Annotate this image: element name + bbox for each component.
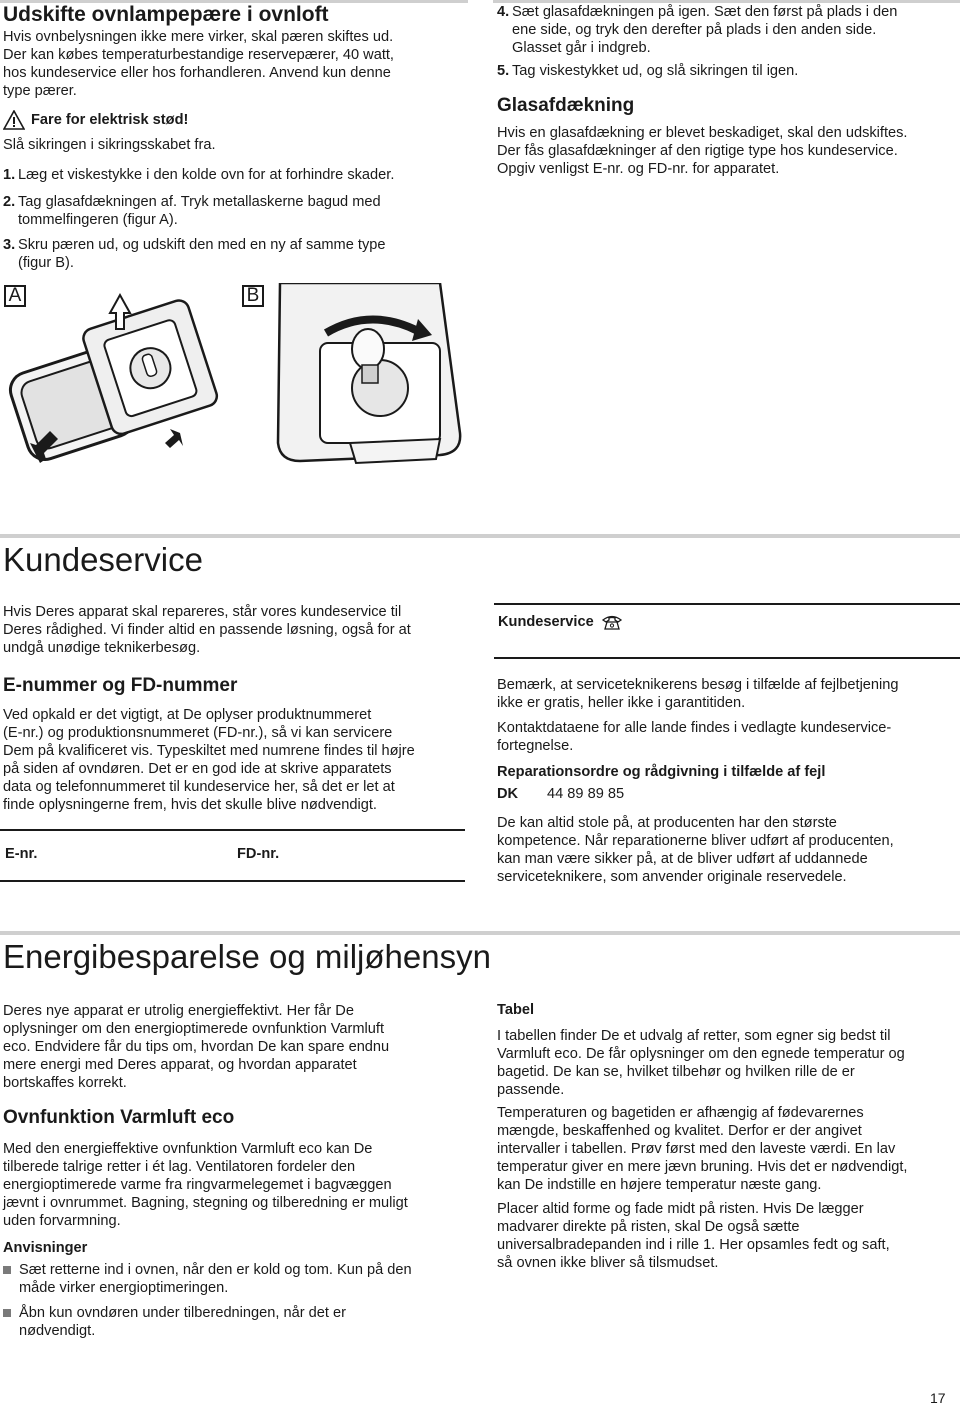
service-note: Bemærk, at serviceteknikerens besøg i tilfælde af fejlbetjening ikke er gratis, heller ikke i garantitiden.	[497, 677, 899, 711]
service-section-title: Kundeservice	[3, 541, 203, 578]
lamp-intro: Hvis ovnbelysningen ikke mere virker, skal pæren skiftes ud. Der kan købes temperaturbestandige reservepærer, 40 watt, hos kundeservice eller hos forhandleren. Anvend kun denne type pærer.	[3, 29, 394, 99]
phone-number: 44 89 89 85	[547, 786, 625, 802]
enr-table-top-rule	[0, 829, 465, 831]
eco-section-title: Ovnfunktion Varmluft eco	[3, 1107, 235, 1128]
lamp-section-title: Udskifte ovnlampepære i ovnloft	[3, 3, 329, 26]
warning-line	[3, 110, 188, 130]
energy-section-title: Energibesparelse og miljøhensyn	[3, 938, 491, 975]
service-intro: Hvis Deres apparat skal repareres, står vores kundeservice til Deres rådighed. Vi finder altid en passende løsning, også for at undgå unødige teknikerbesøg.	[3, 604, 411, 656]
service-box-top-rule	[494, 603, 960, 605]
eco-section-text: Med den energieffektive ovnfunktion Varmluft eco kan De tilberede talrige retter i ét lag. Ventilatoren fordeler den energioptimerede varme fra ringvarmelegemet i bagvæggen jævnt i ovnrummet. Bagning, stegning og tilberedning er muligt uden forvarmning.	[3, 1141, 408, 1229]
figure-a	[0, 283, 232, 483]
glass-section-title: Glasafdækning	[497, 95, 635, 116]
service-box-header	[498, 614, 623, 630]
section-rule	[0, 534, 960, 538]
enr-label: E-nr.	[5, 846, 38, 862]
figure-a-label: A	[4, 285, 26, 307]
figure-b	[240, 283, 465, 483]
step-2: 2. Tag glasafdækningen af. Tryk metallaskerne bagud med tommelfingeren (figur A).	[3, 194, 381, 228]
repair-title: Reparationsordre og rådgivning i tilfælde af fejl	[497, 764, 826, 780]
step-3: 3. Skru pæren ud, og udskift den med en ny af samme type (figur B).	[3, 237, 386, 271]
bullet-square-icon	[3, 1309, 11, 1317]
warning-text: Slå sikringen i sikringsskabet fra.	[3, 137, 216, 153]
energy-intro: Deres nye apparat er utrolig energieffektivt. Her får De oplysninger om den energioptimerede ovnfunktion Varmluft eco. Endvidere får du tips om, hvordan De kan spare endnu mere energi med Deres apparat, og hvordan apparatet bortskaffes korrekt.	[3, 1003, 390, 1091]
step-5: 5. Tag viskestykket ud, og slå sikringen til igen.	[497, 63, 799, 79]
table-title: Tabel	[497, 1002, 535, 1018]
enr-section-text: Ved opkald er det vigtigt, at De oplyser produktnummeret (E-nr.) og produktionsnummeret (FD-nr.), så vi kan servicere Dem på kvalificeret vis. Typeskiltet med numrene findes til højre på siden af ovndøren. Det er en god ide at skrive apparatets data og telefonnummeret til kundeservice her, så det er let at finde oplysningerne frem, hvis det skulle blive nødvendigt.	[3, 707, 415, 813]
service-contact: Kontaktdataene for alle lande findes i vedlagte kundeservice- fortegnelse.	[497, 720, 892, 754]
table-paragraph-2: Temperaturen og bagetiden er afhængig af fødevarernes mængde, beskaffenhed og kvalitet. Derfor er der angivet intervaller i tabellen. Prøv først med den laveste værdi. En lav temperatur giver en mere jævn bruning. Hvis det er nødvendigt, kan De indstille en højere temperatur næste gang.	[497, 1105, 908, 1193]
service-box-title: Kundeservice	[498, 614, 594, 630]
service-box-bottom-rule	[494, 657, 960, 659]
bullet-square-icon	[3, 1266, 11, 1274]
phone-row	[497, 786, 624, 802]
country-code: DK	[497, 786, 519, 802]
step-4: 4. Sæt glasafdækningen på igen. Sæt den først på plads i den ene side, og tryk den derefter på plads i den anden side. Glasset går i indgreb.	[497, 4, 898, 56]
table-paragraph-1: I tabellen finder De et udvalg af retter, som egner sig bedst til Varmluft eco. De får oplysninger om den egnede temperatur og bagetid. De kan se, hvilket tilbehør og hvilken rille de er passende.	[497, 1028, 905, 1098]
notes-title: Anvisninger	[3, 1240, 88, 1256]
note-item: Åbn kun ovndøren under tilberedningen, når det er nødvendigt.	[3, 1304, 468, 1340]
fdnr-label: FD-nr.	[237, 846, 280, 862]
service-trust: De kan altid stole på, at producenten har den største kompetence. Når reparationerne bliver udført af producenten, kan man være sikker på, at de bliver udført af uddannede serviceteknikere, som anvender originale reservedele.	[497, 815, 894, 885]
glass-section-text: Hvis en glasafdækning er blevet beskadiget, skal den udskiftes. Der fås glasafdækninger af den rigtige type hos kundeservice. Opgiv venligst E-nr. og FD-nr. for apparatet.	[497, 125, 908, 177]
page-number: 17	[930, 1390, 946, 1406]
phone-icon	[601, 614, 623, 630]
enr-section-title: E-nummer og FD-nummer	[3, 675, 238, 696]
enr-table-bottom-rule	[0, 880, 465, 882]
table-paragraph-3: Placer altid forme og fade midt på risten. Hvis De lægger madvarer direkte på risten, skal De også sætte universalbradepanden ind i rille 1. Her opsamles fedt og saft, så ovnen ikke bliver så tilsmudset.	[497, 1201, 890, 1271]
note-item: Sæt retterne ind i ovnen, når den er kold og tom. Kun på den måde virker energioptimeringen.	[3, 1261, 468, 1297]
warning-title: Fare for elektrisk stød!	[31, 112, 189, 128]
section-rule	[0, 931, 960, 935]
warning-icon	[3, 110, 25, 130]
figure-b-label: B	[242, 285, 264, 307]
step-1: 1. Læg et viskestykke i den kolde ovn for at forhindre skader.	[3, 167, 395, 183]
